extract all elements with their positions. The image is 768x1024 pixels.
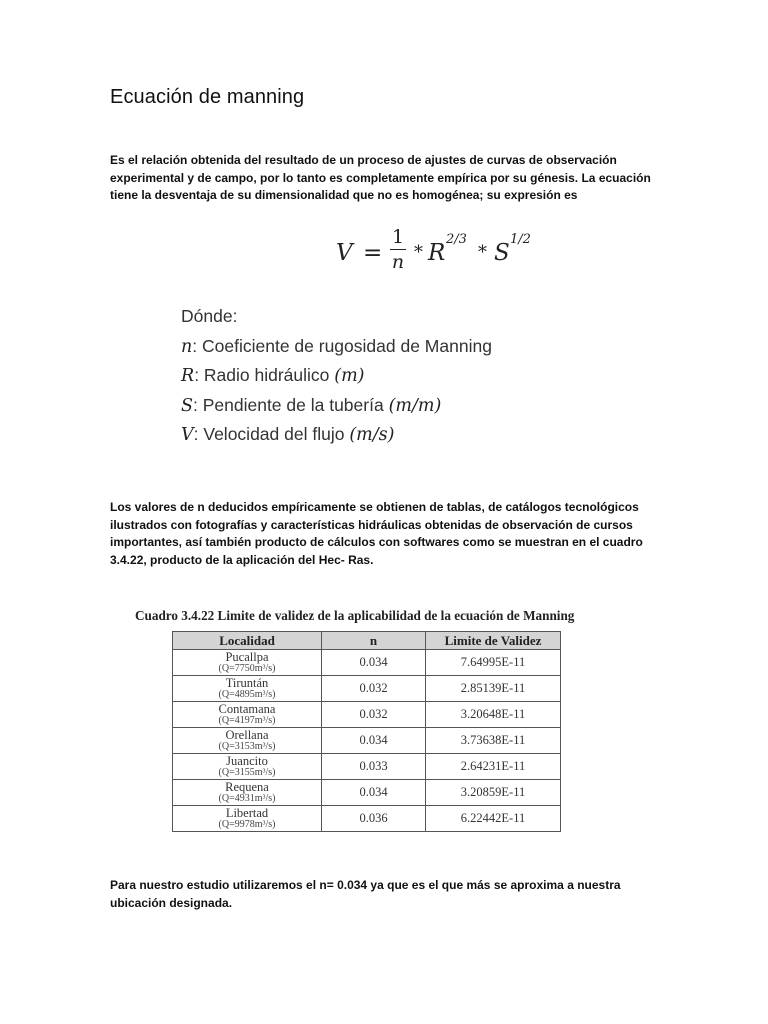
cell-n: 0.033 (322, 754, 426, 780)
manning-equation (336, 224, 566, 284)
cell-limit: 2.64231E-11 (426, 754, 561, 780)
table-row (173, 754, 561, 780)
cell-n: 0.034 (322, 780, 426, 806)
formula-equals: = (363, 240, 383, 266)
values-paragraph: Los valores de n deducidos empíricamente se obtienen de tablas, de catálogos tecnológicos ilustrados con fotografías y características hidráulicas obtenidas de observación de cursos importantes, así también producto de cálculos con softwares como se muestran en el cuadro 3.4.22, producto de la aplicación del Hec- Ras. (110, 500, 643, 567)
formula-times-2: * (478, 242, 487, 263)
location-flow: (Q=4931m³/s) (218, 792, 276, 804)
formula-s-exponent: 1/2 (510, 232, 531, 247)
location-flow: (Q=4895m³/s) (218, 688, 276, 700)
location-name: Juancito (226, 753, 268, 768)
formula-r-exponent: 2/3 (446, 232, 467, 247)
cell-localidad (173, 650, 322, 676)
cell-localidad (173, 728, 322, 754)
table-row (173, 780, 561, 806)
table-row (173, 702, 561, 728)
cell-limit: 3.20859E-11 (426, 780, 561, 806)
formula-s: S (494, 240, 510, 266)
conclusion-paragraph: Para nuestro estudio utilizaremos el n= 0.034 ya que es el que más se aproxima a nuestra ubicación designada. (110, 878, 621, 910)
column-header-n: n (322, 632, 426, 650)
formula-lhs: V (336, 240, 353, 266)
location-flow: (Q=3153m³/s) (218, 740, 276, 752)
cell-localidad (173, 780, 322, 806)
cell-localidad (173, 676, 322, 702)
column-header-localidad: Localidad (173, 632, 322, 650)
definition-item (181, 420, 601, 450)
cell-localidad (173, 806, 322, 832)
definition-text: : Pendiente de la tubería (193, 394, 389, 415)
page-title: Ecuación de manning (110, 86, 305, 108)
cell-limit: 3.20648E-11 (426, 702, 561, 728)
formula-denominator: n (391, 251, 405, 273)
formula-numerator: 1 (391, 226, 405, 248)
fraction-bar (390, 249, 406, 250)
intro-paragraph: Es el relación obtenida del resultado de un proceso de ajustes de curvas de observación experimental y de campo, por lo tanto es completamente empírica por su génesis. La ecuación tiene la desventaja de su dimensionalidad que no es homogénea; su expresión es (110, 153, 651, 202)
definition-symbol: n (181, 336, 193, 357)
definition-symbol: V (181, 425, 194, 445)
cell-limit: 2.85139E-11 (426, 676, 561, 702)
definition-text: : Radio hidráulico (194, 365, 335, 385)
table-row (173, 676, 561, 702)
location-name: Tiruntán (225, 675, 269, 690)
table-row (173, 728, 561, 754)
definitions-heading: Dónde: (181, 306, 238, 326)
definition-unit: (m/m) (388, 395, 442, 416)
location-name: Requena (225, 779, 269, 794)
location-name: Pucallpa (225, 649, 269, 664)
definition-item (181, 361, 601, 391)
formula-times-1: * (414, 242, 423, 263)
cell-localidad (173, 754, 322, 780)
definition-text: : Coeficiente de rugosidad de Manning (192, 335, 492, 356)
table-caption: Cuadro 3.4.22 Limite de validez de la aplicabilidad de la ecuación de Manning (135, 608, 575, 623)
formula-fraction (390, 226, 406, 273)
location-flow: (Q=9978m³/s) (218, 818, 276, 830)
definition-unit: (m/s) (349, 425, 395, 445)
cell-n: 0.032 (322, 702, 426, 728)
variable-definitions (181, 302, 601, 450)
formula-r: R (428, 240, 446, 266)
definition-unit: (m) (334, 366, 365, 386)
definition-item (181, 391, 601, 421)
cell-limit: 7.64995E-11 (426, 650, 561, 676)
cell-n: 0.032 (322, 676, 426, 702)
location-name: Orellana (225, 727, 269, 742)
cell-n: 0.034 (322, 728, 426, 754)
definition-symbol: R (181, 366, 195, 386)
definition-symbol: S (181, 395, 193, 416)
location-flow: (Q=3155m³/s) (218, 766, 276, 778)
location-name: Contamana (218, 701, 276, 716)
manning-validity-table (172, 631, 561, 832)
table-header-row (173, 632, 561, 650)
column-header-limite: Limite de Validez (426, 632, 561, 650)
location-flow: (Q=4197m³/s) (218, 714, 276, 726)
location-name: Libertad (225, 805, 269, 820)
table-row (173, 650, 561, 676)
cell-n: 0.036 (322, 806, 426, 832)
cell-n: 0.034 (322, 650, 426, 676)
definition-item (181, 332, 601, 362)
table-row (173, 806, 561, 832)
cell-limit: 3.73638E-11 (426, 728, 561, 754)
cell-localidad (173, 702, 322, 728)
location-flow: (Q=7750m³/s) (218, 662, 276, 674)
cell-limit: 6.22442E-11 (426, 806, 561, 832)
definition-text: : Velocidad del flujo (193, 424, 350, 444)
